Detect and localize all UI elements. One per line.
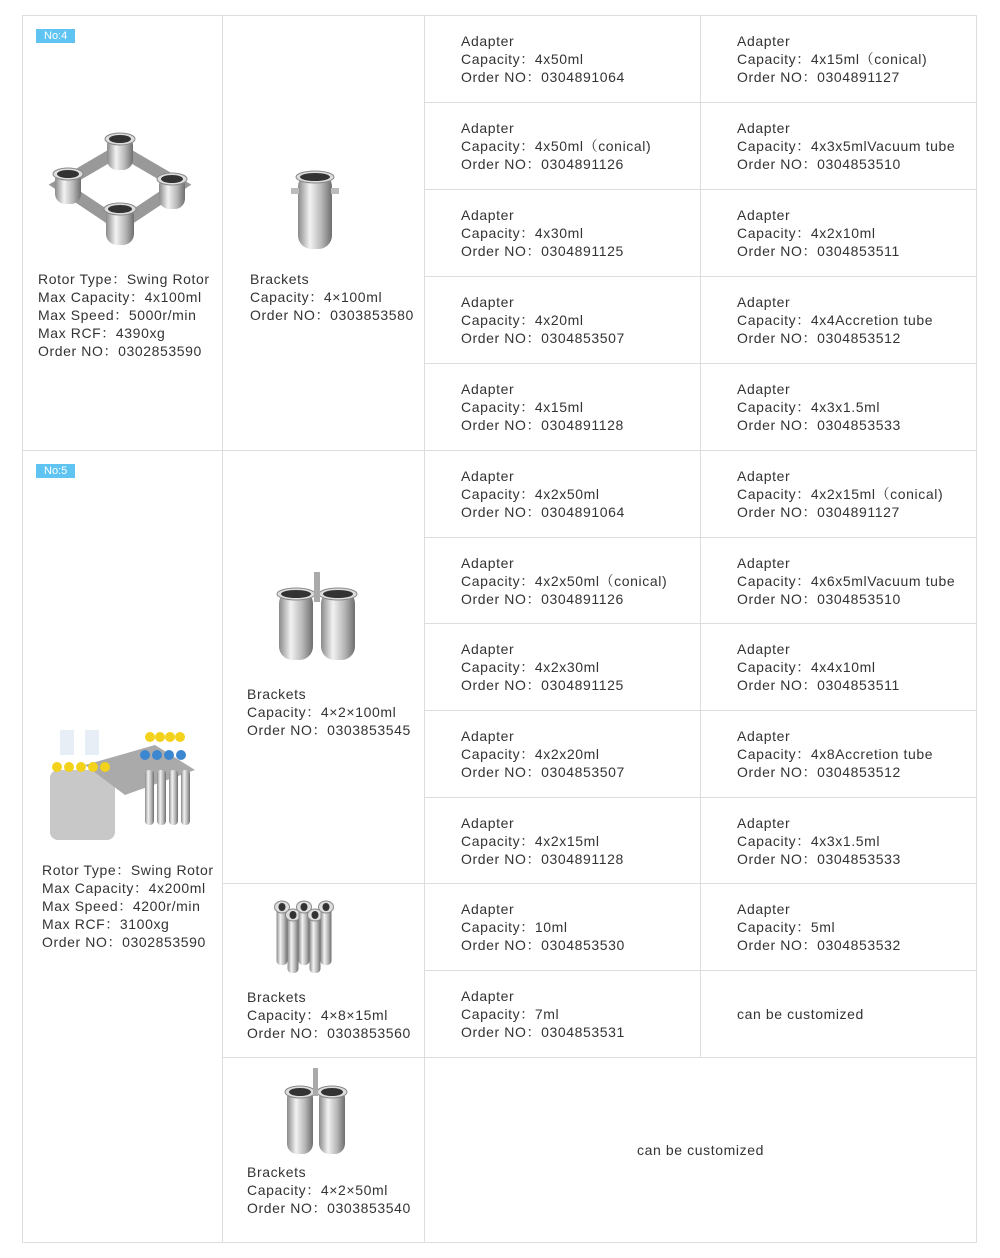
spec-line: Capacity：4x2x10ml: [737, 225, 876, 241]
spec-line: Max Speed：4200r/min: [42, 898, 201, 914]
spec-line: Capacity：4x3x5mlVacuum tube: [737, 138, 956, 154]
spec-line: Capacity：4x30ml: [461, 225, 584, 241]
spec-line: Capacity：10ml: [461, 919, 568, 935]
spec-line: Capacity：4x8Accretion tube: [737, 746, 934, 762]
spec-line: Brackets: [250, 271, 310, 287]
adapter-cell: [700, 623, 977, 711]
spec-line: Adapter: [737, 468, 791, 484]
adapter-cell: [700, 363, 977, 451]
bracket-specs: [247, 685, 411, 739]
rotor-specs: [42, 861, 214, 951]
adapter-cell: [424, 15, 701, 103]
adapter-cell: [700, 710, 977, 798]
spec-line: Capacity：4×8×15ml: [247, 1007, 388, 1023]
spec-line: Order NO：0304853511: [737, 677, 900, 693]
bracket-specs: [247, 1163, 411, 1217]
spec-line: Capacity：4x3x1.5ml: [737, 832, 881, 849]
spec-line: Order NO：0304853531: [461, 1024, 625, 1040]
spec-line: Adapter: [737, 554, 791, 571]
spec-line: Adapter: [461, 554, 515, 571]
spec-line: Order NO：0303853545: [247, 722, 411, 738]
spec-line: Capacity：4x4x10ml: [737, 659, 876, 675]
spec-line: Order NO：0304891125: [461, 243, 624, 259]
spec-line: Capacity：4x15ml: [461, 399, 584, 415]
spec-line: Capacity：4x50ml: [461, 51, 584, 67]
adapter-cell: [424, 102, 701, 190]
spec-line: Capacity：4x50ml（conical): [461, 138, 652, 154]
double-bucket-image: [268, 572, 368, 664]
eight-tube-bucket-image: [270, 893, 340, 983]
adapter-cell: [700, 537, 977, 624]
spec-line: Capacity：4×100ml: [250, 289, 383, 305]
spec-line: Max Capacity：4x100ml: [38, 289, 202, 305]
bracket-specs: [247, 988, 411, 1042]
spec-line: Order NO：0304891128: [461, 417, 624, 433]
spec-line: Order NO：0304853532: [737, 937, 901, 953]
spec-line: Max Speed：5000r/min: [38, 307, 197, 323]
spec-line: Order NO：0303853540: [247, 1200, 411, 1216]
spec-line: Capacity：5ml: [737, 919, 836, 935]
spec-line: Order NO：0304891064: [461, 504, 625, 520]
spec-line: Order NO：0304853530: [461, 937, 625, 953]
spec-line: Capacity：4×2×50ml: [247, 1182, 388, 1198]
spec-line: Capacity：4x2x50ml（conical): [461, 572, 668, 589]
spec-line: Order NO：0303853580: [250, 307, 414, 323]
adapter-cell: [700, 450, 977, 538]
adapter-cell: [424, 276, 701, 364]
adapter-cell: [700, 276, 977, 364]
spec-line: Adapter: [461, 641, 515, 657]
spec-line: Capacity：4x2x20ml: [461, 746, 600, 762]
spec-line: can be customized: [737, 1006, 864, 1022]
section-number-badge: No:4: [36, 29, 75, 43]
spec-line: Adapter: [737, 33, 791, 49]
spec-line: Order NO：0304853512: [737, 330, 901, 346]
spec-line: Adapter: [461, 468, 515, 484]
spec-line: Order NO：0304891127: [737, 69, 900, 85]
single-bucket-image: [285, 168, 345, 253]
swing-rotor-4-bucket-image: [40, 130, 200, 245]
spec-line: Adapter: [461, 120, 515, 136]
section-number-badge: No:5: [36, 464, 75, 478]
spec-line: Adapter: [737, 294, 791, 310]
spec-line: Order NO：0304891064: [461, 69, 625, 85]
adapter-cell: [424, 970, 701, 1058]
adapter-cell: [700, 797, 977, 884]
spec-line: Capacity：4x2x30ml: [461, 659, 600, 675]
spec-line: Adapter: [737, 120, 791, 136]
spec-line: Order NO：0304853510: [737, 590, 901, 607]
adapter-cell: [424, 537, 701, 624]
spec-line: Order NO：0302853590: [38, 343, 202, 359]
spec-line: Order NO：0304853511: [737, 243, 900, 259]
spec-line: Order NO：0304853507: [461, 330, 625, 346]
spec-line: Capacity：4x20ml: [461, 312, 584, 328]
adapter-cell: [424, 797, 701, 884]
spec-line: Adapter: [461, 381, 515, 397]
spec-line: Order NO：0304853510: [737, 156, 901, 172]
spec-line: Adapter: [461, 33, 515, 49]
bracket-cell: [222, 450, 425, 884]
spec-line: Adapter: [461, 207, 515, 223]
spec-line: Capacity：4x2x15ml（conical): [737, 486, 944, 502]
spec-line: Adapter: [461, 988, 515, 1004]
double-bucket-small-image: [280, 1068, 352, 1160]
rotor-specs: [38, 270, 210, 360]
spec-line: Order NO：0304891128: [461, 850, 624, 867]
spec-line: Capacity：4x6x5mlVacuum tube: [737, 572, 956, 589]
adapter-cell: [700, 883, 977, 971]
bracket-specs: [250, 270, 414, 324]
swing-rotor-with-tubes-image: [45, 725, 205, 845]
spec-line: Adapter: [737, 728, 791, 744]
spec-line: Adapter: [737, 207, 791, 223]
spec-line: Capacity：4x2x15ml: [461, 832, 600, 849]
adapter-cell: [700, 189, 977, 277]
spec-line: Capacity：4x2x50ml: [461, 486, 600, 502]
spec-line: Order NO：0304853507: [461, 764, 625, 780]
spec-line: Order NO：0304853533: [737, 850, 901, 867]
customization-note-cell: [424, 1057, 977, 1243]
adapter-cell: [700, 102, 977, 190]
adapter-cell: [424, 883, 701, 971]
spec-line: Capacity：7ml: [461, 1006, 560, 1022]
spec-line: Order NO：0303853560: [247, 1025, 411, 1041]
spec-line: Adapter: [737, 641, 791, 657]
spec-line: Brackets: [247, 686, 307, 702]
spec-line: Adapter: [737, 814, 791, 831]
spec-line: Brackets: [247, 1164, 307, 1180]
adapter-cell: [424, 363, 701, 451]
spec-line: Adapter: [461, 728, 515, 744]
adapter-cell: [700, 970, 977, 1058]
spec-line: Rotor Type：Swing Rotor: [38, 271, 210, 287]
spec-line: Max RCF：4390xg: [38, 325, 166, 341]
spec-line: Order NO：0304891126: [461, 590, 624, 607]
spec-line: Capacity：4x3x1.5ml: [737, 399, 881, 415]
spec-line: Adapter: [461, 814, 515, 831]
rotor-cell: [22, 450, 223, 1243]
spec-line: Order NO：0304891125: [461, 677, 624, 693]
spec-line: Capacity：4x15ml（conical): [737, 51, 928, 67]
spec-line: Adapter: [737, 381, 791, 397]
spec-line: Order NO：0304891126: [461, 156, 624, 172]
spec-line: Adapter: [461, 294, 515, 310]
spec-line: Capacity：4×2×100ml: [247, 704, 397, 720]
spec-line: Order NO：0304853533: [737, 417, 901, 433]
adapter-cell: [424, 710, 701, 798]
spec-line: Max Capacity：4x200ml: [42, 880, 206, 896]
spec-line: Capacity：4x4Accretion tube: [737, 312, 934, 328]
spec-line: Adapter: [737, 901, 791, 917]
adapter-cell: [700, 15, 977, 103]
spec-line: Brackets: [247, 989, 307, 1005]
adapter-cell: [424, 189, 701, 277]
spec-line: Order NO：0302853590: [42, 934, 206, 950]
spec-line: Order NO：0304853512: [737, 764, 901, 780]
spec-line: Order NO：0304891127: [737, 504, 900, 520]
spec-line: Adapter: [461, 901, 515, 917]
customization-note: can be customized: [637, 1142, 764, 1158]
spec-line: Rotor Type：Swing Rotor: [42, 862, 214, 878]
adapter-cell: [424, 623, 701, 711]
adapter-cell: [424, 450, 701, 538]
spec-line: Max RCF：3100xg: [42, 916, 170, 932]
